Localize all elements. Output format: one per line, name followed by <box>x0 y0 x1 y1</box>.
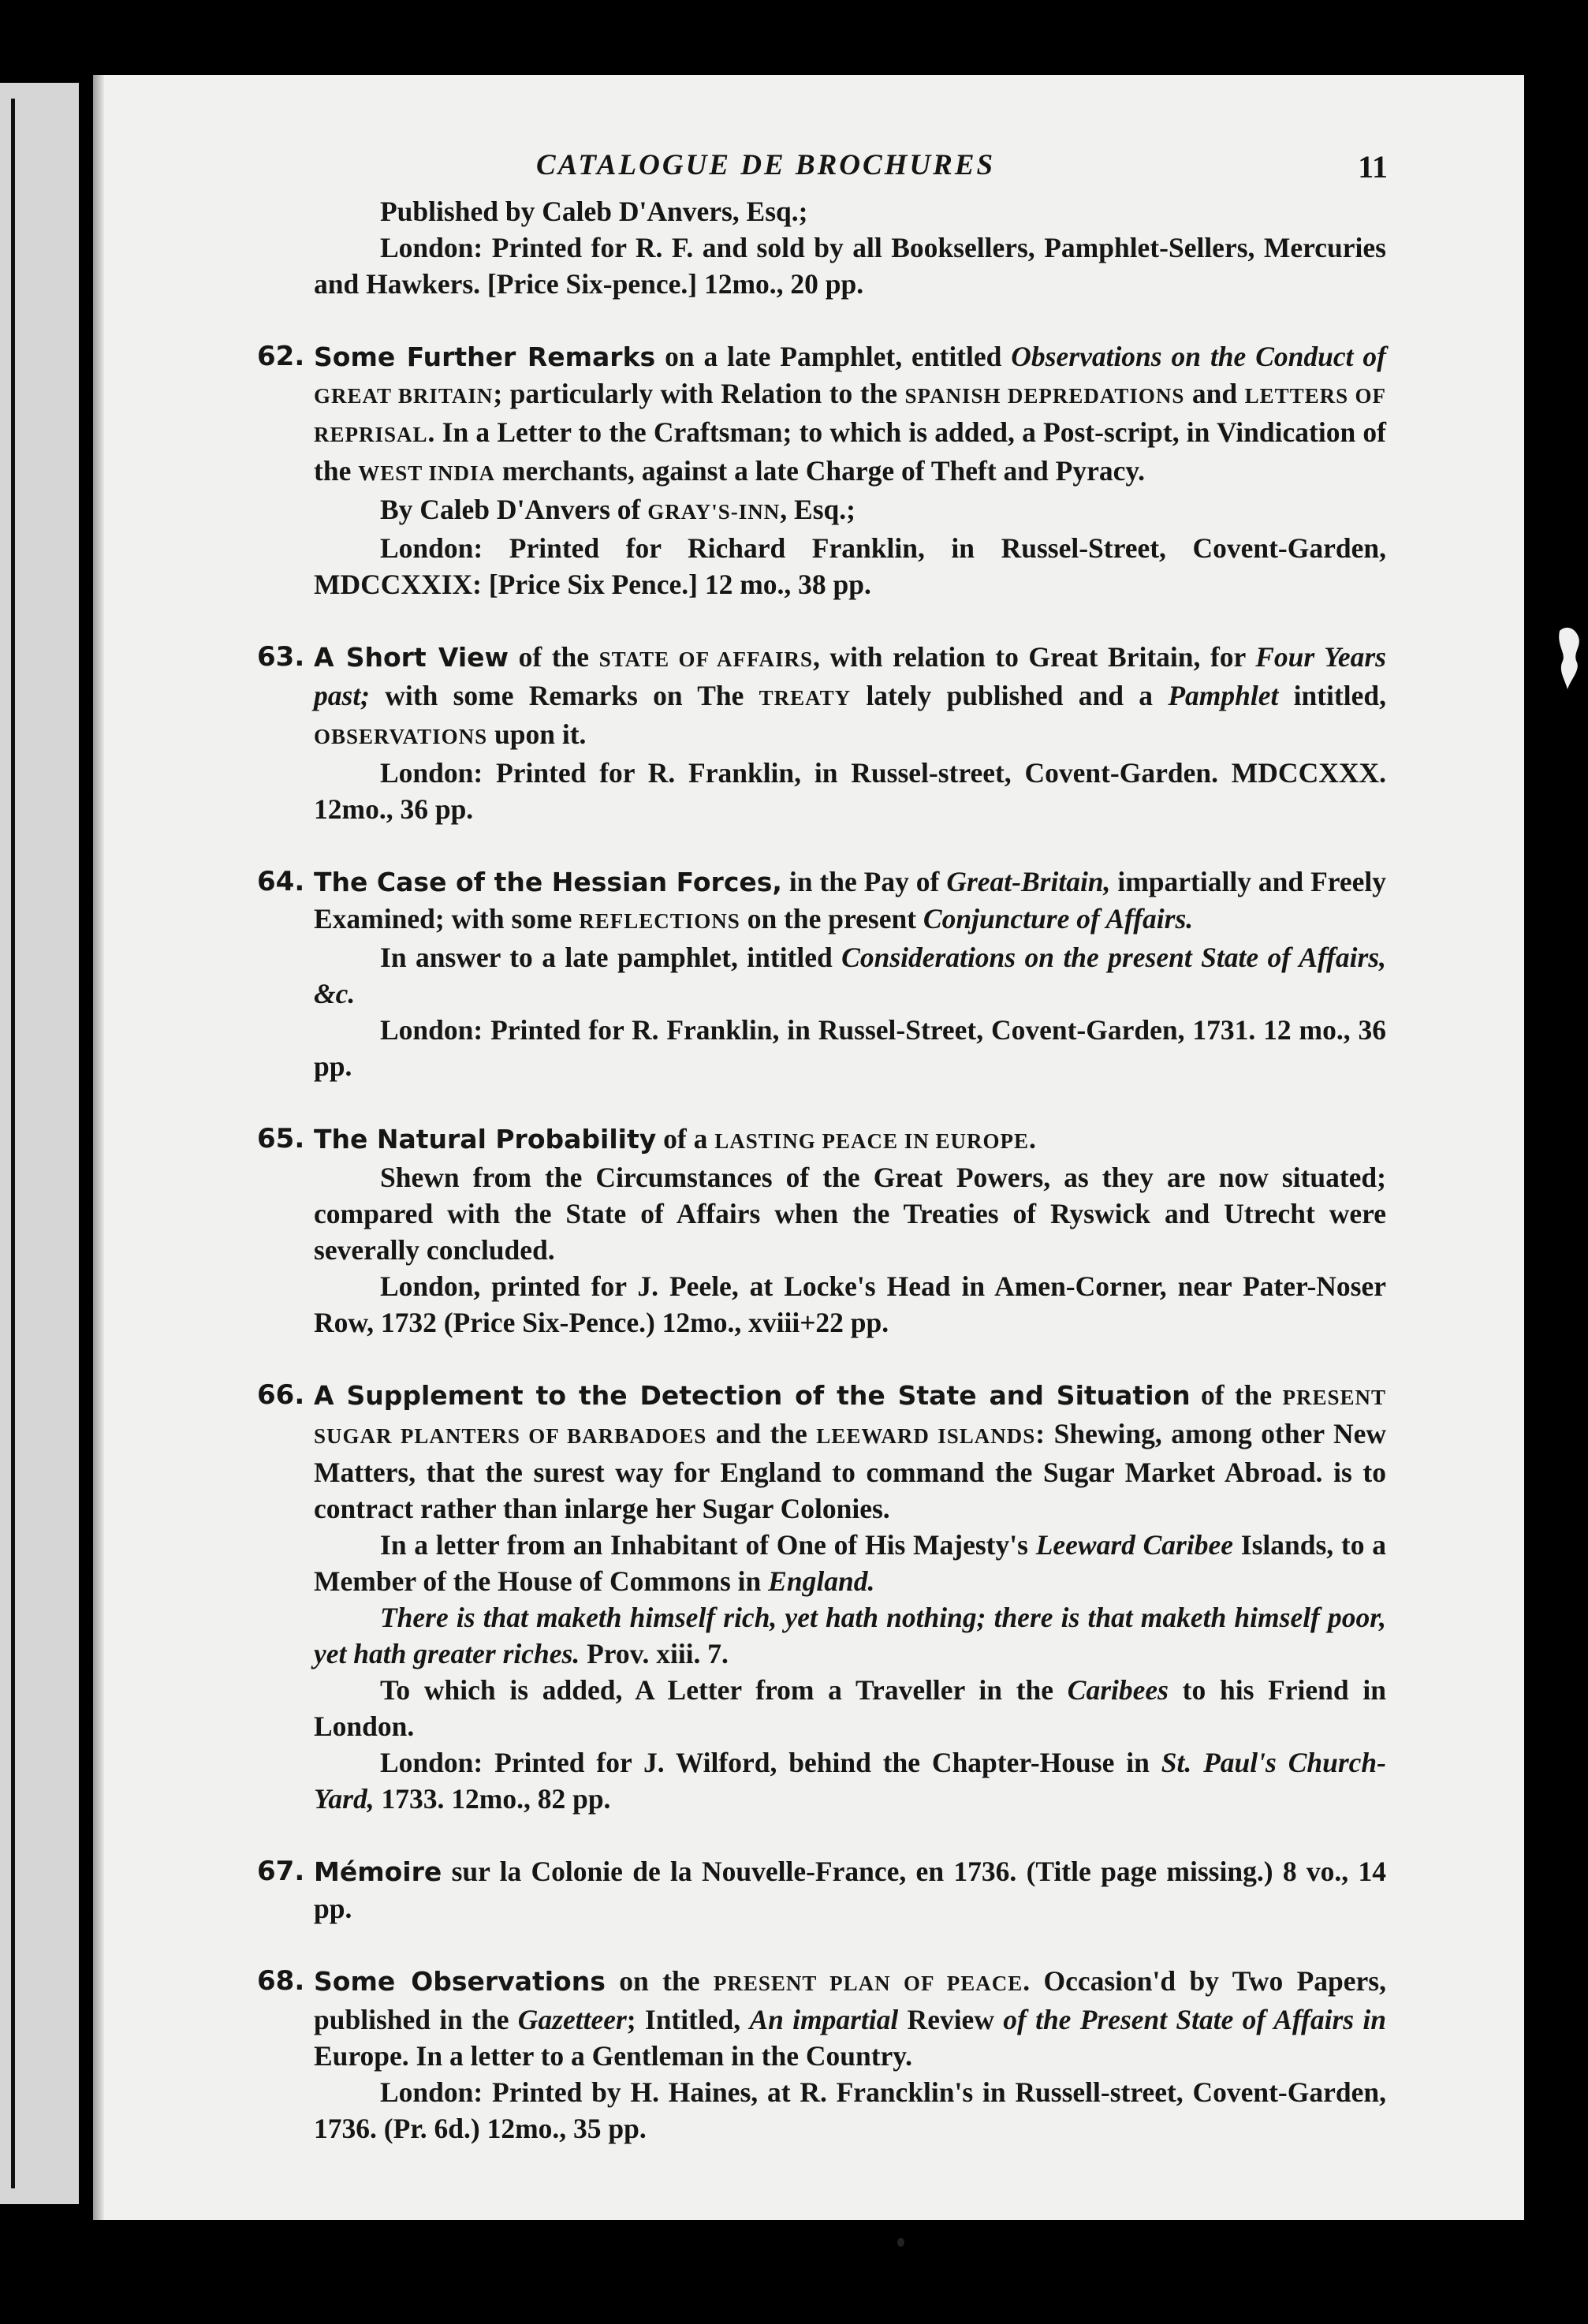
entry-title-italic: Leeward Caribee <box>1035 1529 1233 1561</box>
entry-title-italic: An impartial <box>749 2004 899 2035</box>
imprint-line: London: Printed for Richard Franklin, in Russel-Street, Covent-Garden, MDCCXXIX: [Price Six Pence.] 12 mo., 38 pp. <box>314 532 1386 600</box>
entry-text: upon it. <box>487 718 587 750</box>
entry-small-caps: SPANISH DEPREDATIONS <box>904 384 1185 408</box>
entry-description <box>314 338 1386 491</box>
entry-text: 1733. 12mo., 82 pp. <box>374 1783 611 1815</box>
entry-text: : Shewing, among other New Matters, that the surest way for England to command the Sugar Market Abroad. is to contract rather than inlarge her Sugar Colonies. <box>314 1418 1387 1524</box>
entry-heading: Some Observations <box>314 1966 606 1997</box>
entry-text: . Occasion'd by Two Papers, published in the <box>314 1965 1386 2035</box>
entry-small-caps: LASTING PEACE IN EUROPE <box>714 1129 1030 1153</box>
entry-small-caps: STATE OF AFFAIRS <box>598 647 813 671</box>
entry-number: 63. <box>257 641 305 673</box>
author-line: Published by Caleb D'Anvers, Esq.; <box>380 196 808 227</box>
entry-small-caps: GREAT BRITAIN <box>314 384 494 408</box>
entry-text: To which is added, A Letter from a Traveller in the <box>380 1674 1068 1706</box>
entry-title-italic: Great-Britain, <box>946 866 1111 897</box>
entry-heading: The Case of the Hessian Forces, <box>314 867 782 897</box>
catalogue-entry-64 <box>257 864 1387 1084</box>
entry-text: lately published and a <box>851 680 1169 711</box>
entry-text: and <box>1184 378 1245 409</box>
entry-text: of the <box>1190 1379 1283 1411</box>
catalogue-entry-67 <box>257 1853 1386 1927</box>
imprint-line <box>314 1744 1386 1817</box>
entry-heading: A Supplement to the Detection of the State and Situation <box>314 1380 1191 1411</box>
imprint-line: London, printed for J. Peele, at Locke's Head in Amen-Corner, near Pater-Noser Row, 1732 (Price Six-Pence.) 12mo., xviii+22 pp. <box>314 1270 1386 1338</box>
catalogue-entry-66 <box>257 1377 1387 1817</box>
entry-text: ; Intitled, <box>626 2004 750 2035</box>
entry-number: 68. <box>257 1965 305 1997</box>
author-line <box>314 491 1386 530</box>
entry-title-italic: Four Years past; <box>314 641 1386 711</box>
catalogue-entry-65 <box>257 1121 1386 1341</box>
entry-small-caps: LEEWARD ISLANDS <box>816 1424 1036 1448</box>
entry-number: 64. <box>257 866 305 897</box>
entry-note <box>314 1672 1386 1744</box>
entry-text: on the <box>605 1965 714 1997</box>
entry-note <box>314 939 1386 1012</box>
entry-small-caps: GRAY'S-INN <box>647 500 781 524</box>
entry-text: Europe. In a letter to a Gentleman in the Country. <box>314 2040 912 2072</box>
entry-number: 65. <box>257 1123 305 1155</box>
epigraph-quote: There is that maketh himself rich, yet hath nothing; there is that maketh himself poor, yet hath greater riches. <box>314 1602 1386 1669</box>
entry-heading: The Natural Probability <box>314 1124 657 1155</box>
entry-small-caps: WEST INDIA <box>358 461 496 485</box>
entry-text: and the <box>706 1418 817 1449</box>
running-head <box>536 148 1388 196</box>
entry-note: Shewn from the Circumstances of the Great Powers, as they are now situated; compared with the State of Affairs when the Treaties of Ryswick and Utrecht were severally concluded. <box>314 1162 1386 1266</box>
page-edge-rule <box>11 99 15 2188</box>
entry-title-italic: St. Paul's Church-Yard, <box>314 1747 1386 1815</box>
entry-heading: Some Further Remarks <box>314 341 656 372</box>
entry-small-caps: OBSERVATIONS <box>314 725 488 748</box>
catalogue-entry-61-continued <box>314 193 1386 302</box>
entry-description <box>314 639 1386 755</box>
entry-text: In answer to a late pamphlet, intitled <box>380 942 842 973</box>
entry-description <box>314 864 1386 939</box>
imprint-line: London: Printed by H. Haines, at R. Francklin's in Russell-street, Covent-Garden, 1736. (Pr. 6d.) 12mo., 35 pp. <box>314 2076 1386 2144</box>
entry-text: , with relation to Great Britain, for <box>813 641 1256 673</box>
entry-heading: Mémoire <box>314 1856 442 1887</box>
entry-title-italic: Considerations on the present State of Affairs, &c. <box>314 942 1387 1009</box>
entry-text: with some Remarks on The <box>370 680 759 711</box>
entry-text: impartially and Freely Examined; with some <box>314 866 1387 934</box>
entry-title-italic: Conjuncture of Affairs. <box>923 903 1194 934</box>
page-number: 11 <box>1358 149 1388 185</box>
entry-description <box>314 1121 1386 1159</box>
entry-text: to his Friend in London. <box>314 1674 1386 1742</box>
entry-text: , Esq.; <box>780 494 856 525</box>
entry-number: 66. <box>257 1379 305 1411</box>
entry-description <box>314 1377 1386 1527</box>
entry-title-italic: Gazetteer <box>517 2004 627 2035</box>
imprint-line: London: Printed for R. Franklin, in Russel-street, Covent-Garden. MDCCXXX. 12mo., 36 pp. <box>314 757 1386 825</box>
facing-page-edge <box>0 83 79 2204</box>
entry-text: sur la Colonie de la Nouvelle-France, en 1736. (Title page missing.) 8 vo., 14 pp. <box>314 1856 1386 1924</box>
entry-text: London: Printed for J. Wilford, behind the Chapter-House in <box>380 1747 1161 1778</box>
entry-note <box>314 1527 1386 1599</box>
gutter-shadow <box>93 75 104 2220</box>
entry-description <box>314 1963 1386 2074</box>
entry-small-caps: PRESENT SUGAR PLANTERS OF BARBADOES <box>314 1386 1386 1448</box>
entry-small-caps: PRESENT PLAN OF PEACE <box>713 1971 1023 1995</box>
page-mark-dot <box>897 2238 904 2247</box>
entry-number: 62. <box>257 341 305 372</box>
entry-title-italic: Caribees <box>1067 1674 1169 1706</box>
ink-blot-mark <box>1555 623 1583 692</box>
imprint-line: London: Printed for R. F. and sold by all Booksellers, Pamphlet-Sellers, Mercuries and Hawkers. [Price Six-pence.] 12mo., 20 pp. <box>314 232 1386 300</box>
entry-small-caps: LETTERS OF REPRISAL <box>314 384 1386 446</box>
entry-text: intitled, <box>1278 680 1386 711</box>
epigraph <box>314 1599 1386 1672</box>
epigraph-reference: Prov. xiii. 7. <box>580 1638 729 1669</box>
entry-text: Islands, to a Member of the House of Commons in <box>314 1529 1386 1597</box>
entry-title-italic: Pamphlet <box>1168 680 1279 711</box>
entry-number: 67. <box>257 1856 305 1887</box>
catalogue-entry-62 <box>257 338 1386 602</box>
imprint-line: London: Printed for R. Franklin, in Russel-Street, Covent-Garden, 1731. 12 mo., 36 pp. <box>314 1014 1386 1082</box>
entry-text: Review <box>898 2004 1004 2035</box>
running-head-title: CATALOGUE DE BROCHURES <box>536 149 996 181</box>
catalogue-entry-63 <box>257 639 1386 827</box>
catalogue-entry-68 <box>257 1963 1386 2147</box>
entry-text: on a late Pamphlet, entitled <box>655 341 1012 372</box>
entry-text: . In a Letter to the Craftsman; to which is added, a Post-script, in Vindication of the <box>314 416 1386 487</box>
entry-title-italic: England. <box>768 1565 875 1597</box>
entry-text: merchants, against a late Charge of Theft and Pyracy. <box>495 455 1146 487</box>
catalogue-entries <box>257 193 1387 2183</box>
entry-small-caps: TREATY <box>759 686 852 710</box>
entry-text: of the <box>509 641 599 673</box>
entry-text: in the Pay of <box>781 866 947 897</box>
entry-description <box>314 1853 1386 1927</box>
entry-text: . <box>1029 1123 1036 1155</box>
entry-title-italic: of the Present State of Affairs in <box>1003 2004 1386 2035</box>
entry-heading: A Short View <box>314 642 509 673</box>
entry-text: By Caleb D'Anvers of <box>380 494 648 525</box>
entry-text: of a <box>656 1123 715 1155</box>
entry-text: ; particularly with Relation to the <box>493 378 905 409</box>
entry-small-caps: REFLECTIONS <box>579 909 740 933</box>
entry-text: In a letter from an Inhabitant of One of His Majesty's <box>380 1529 1036 1561</box>
entry-text: on the present <box>740 903 923 934</box>
entry-title-italic: Observations on the Conduct of <box>1011 341 1386 372</box>
